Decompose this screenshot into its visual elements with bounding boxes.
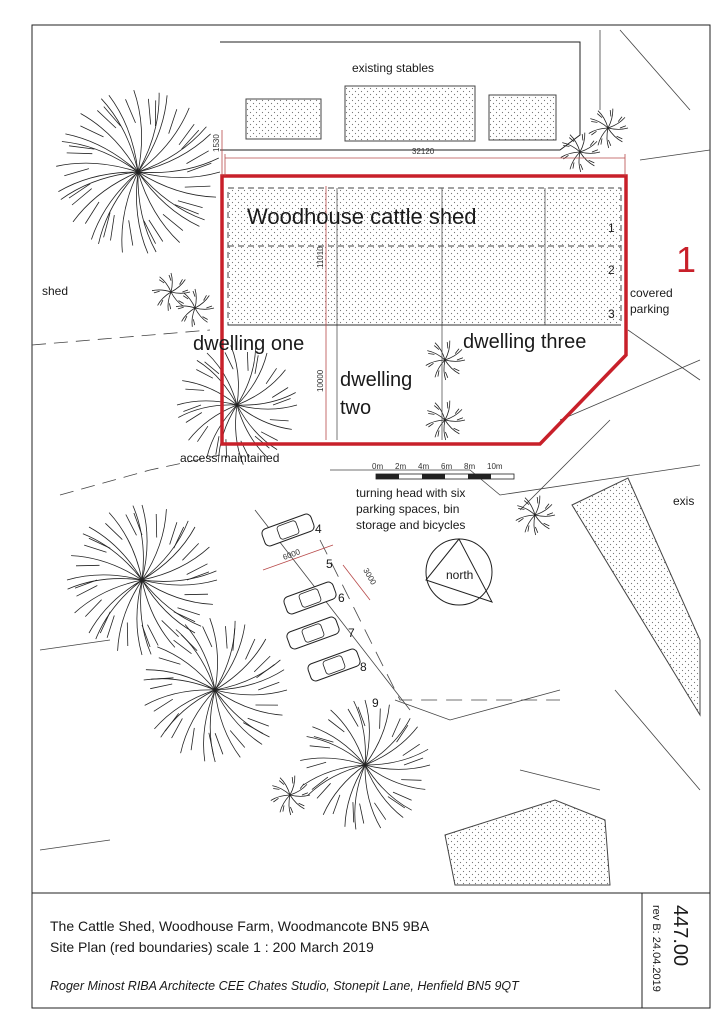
scale-tick-label: 10m [487,462,503,471]
turning-head-line3: storage and bicycles [356,518,466,532]
dwelling-one-label: dwelling one [193,333,305,355]
tree-icon [56,90,220,253]
covered-parking-line1: covered [630,286,673,300]
tree-icon [426,341,465,380]
north-label: north [446,568,474,582]
scale-tick-label: 8m [464,462,476,471]
parking-space-number: 9 [372,696,379,710]
tree-icon [144,618,287,762]
dwelling-three-label: dwelling three [463,331,587,353]
car-icon [260,513,315,548]
tree-icon [152,273,190,311]
tree-icon [426,401,465,440]
neighbouring-buildings [445,478,700,885]
dimension-left-top: 1530 [212,134,221,152]
tree-icon [177,345,297,464]
car-icon [285,616,340,651]
bay-number-3: 3 [608,307,615,321]
covered-parking-line2: parking [630,302,670,316]
car-icon [306,648,361,683]
parking-space-number: 5 [326,557,333,571]
bay-number-2: 2 [608,263,615,277]
dimension-middle: 10000 [316,369,325,392]
dwelling-two-label-a: dwelling [340,369,413,391]
existing-stables-label: existing stables [352,61,435,75]
tree-icon [589,109,628,148]
title-line-2: Site Plan (red boundaries) scale 1 : 200 March 2019 [50,939,374,955]
dimension-parking-depth: 3000 [361,566,378,587]
revision-date: rev B: 24.04.2019 [650,905,662,992]
dwelling-two-label-b: two [340,397,372,419]
tree-icon [516,496,555,535]
parking-space-number: 7 [348,626,355,640]
parking-space-number: 6 [338,591,345,605]
parking-space-number: 4 [315,522,322,536]
tree-icon [271,776,310,815]
dimension-side: 11010 [316,246,325,268]
scale-tick-label: 4m [418,462,430,471]
tree-icon [176,289,214,327]
shed-label: shed [42,284,69,298]
existing-stables [220,42,580,150]
exis-label: exis [673,494,695,508]
turning-head-line1: turning head with six [356,486,466,500]
site-context-lines [32,30,710,850]
bay-number-1: 1 [608,221,615,235]
tree-icon [561,133,600,172]
tree-icon [67,505,217,655]
tree-icon [300,700,430,829]
car-icon [282,581,337,616]
scale-tick-label: 2m [395,462,407,471]
revision-marker: 1 [676,239,697,280]
parking-space-number: 8 [360,660,367,674]
title-line-1: The Cattle Shed, Woodhouse Farm, Woodmancote BN5 9BA [50,918,430,934]
dimension-parking-width: 6000 [281,547,302,562]
title-line-3: Roger Minost RIBA Architecte CEE Chates Studio, Stonepit Lane, Henfield BN5 9QT [50,979,519,993]
drawing-number: 447.00 [669,905,691,967]
parking-cars [260,513,361,683]
parking-numbers [315,522,379,710]
scale-tick-label: 6m [441,462,453,471]
scale-tick-label: 0m [372,462,384,471]
access-label: access maintained [180,451,280,465]
turning-head-line2: parking spaces, bin [356,502,460,516]
scale-bar [376,474,514,479]
dimension-top: 32120 [412,147,435,156]
cattle-shed-label: Woodhouse cattle shed [247,204,477,229]
